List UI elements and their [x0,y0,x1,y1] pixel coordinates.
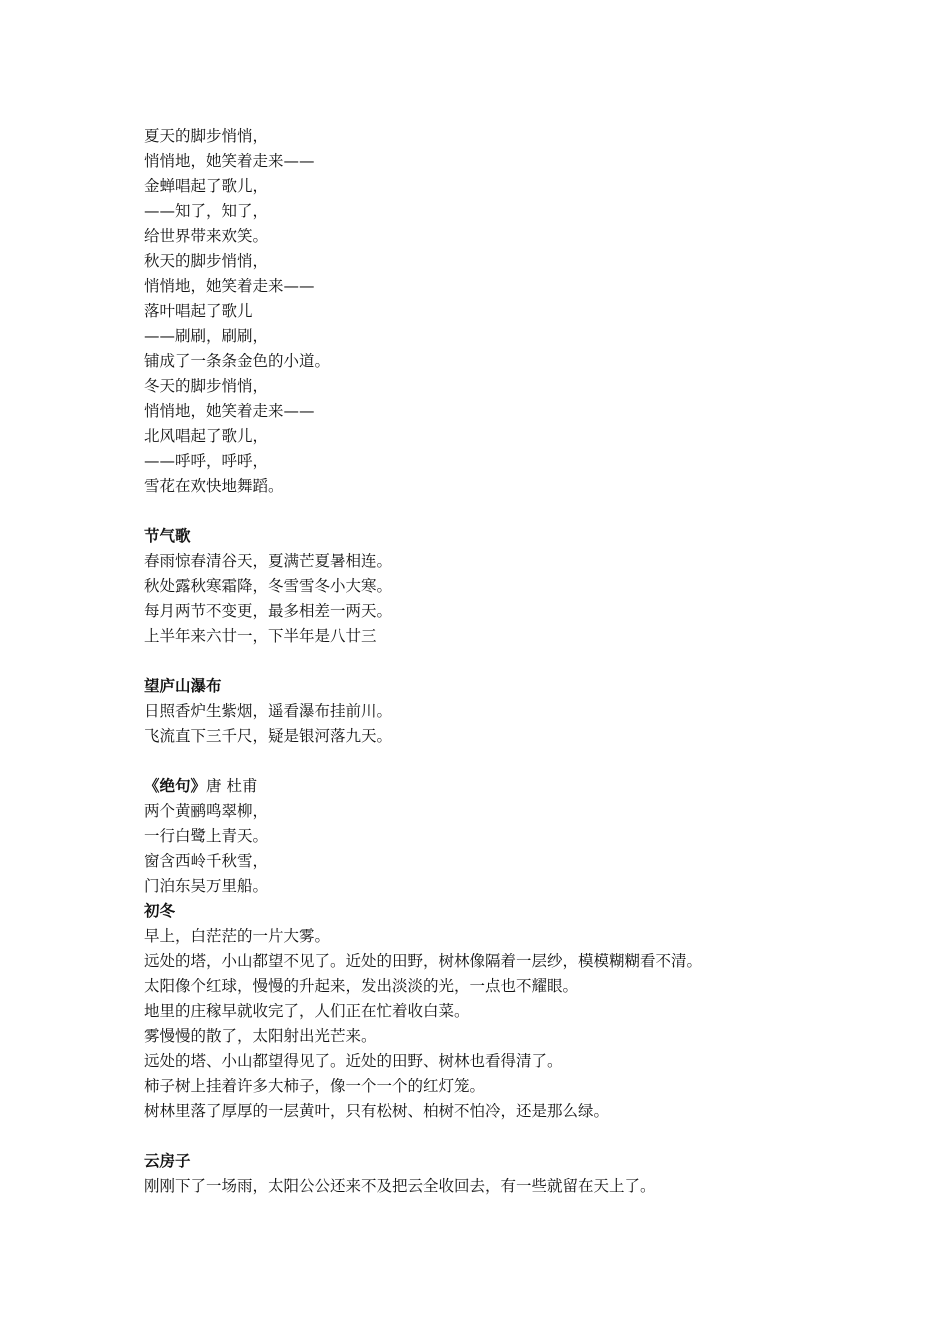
poem-line: 给世界带来欢笑。 [144,227,269,245]
poem-line: ——知了，知了， [144,202,269,220]
document-page [144,124,924,1199]
poem-line: 夏天的脚步悄悄， [144,127,269,145]
poem-author: 唐 杜甫 [206,777,258,795]
section-jueju [144,774,924,899]
spacer [144,749,924,774]
paragraph-line: 远处的塔、小山都望得见了。近处的田野、树林也看得清了。 [144,1052,563,1070]
paragraph-line: 地里的庄稼早就收完了，人们正在忙着收白菜。 [144,1002,470,1020]
poem-line: ——呼呼，呼呼， [144,452,269,470]
poem-line: 上半年来六廿一，下半年是八廿三 [144,627,377,645]
poem-line: 落叶唱起了歌儿 [144,302,253,320]
section-heading [144,774,924,799]
section-title: 初冬 [144,902,176,920]
poem-line: 门泊东吴万里船。 [144,877,269,895]
poem-line: 悄悄地，她笑着走来—— [144,152,315,170]
paragraph-line: 刚刚下了一场雨，太阳公公还来不及把云全收回去，有一些就留在天上了。 [144,1177,656,1195]
spacer [144,1124,924,1149]
section-title: 云房子 [144,1152,191,1170]
paragraph-line: 树林里落了厚厚的一层黄叶，只有松树、柏树不怕冷，还是那么绿。 [144,1102,610,1120]
poem-seasons [144,124,924,499]
paragraph-line: 远处的塔，小山都望不见了。近处的田野，树林像隔着一层纱，模模糊糊看不清。 [144,952,703,970]
paragraph-line: 早上，白茫茫的一片大雾。 [144,927,331,945]
paragraph-line: 雾慢慢的散了，太阳射出光芒来。 [144,1027,377,1045]
poem-line: 悄悄地，她笑着走来—— [144,402,315,420]
spacer [144,649,924,674]
poem-line: 秋处露秋寒霜降，冬雪雪冬小大寒。 [144,577,393,595]
poem-line: 每月两节不变更，最多相差一两天。 [144,602,393,620]
poem-line: 冬天的脚步悄悄， [144,377,269,395]
section-lushan-waterfall [144,674,924,749]
paragraph-line: 柿子树上挂着许多大柿子，像一个一个的红灯笼。 [144,1077,486,1095]
poem-line: 悄悄地，她笑着走来—— [144,277,315,295]
poem-line: 飞流直下三千尺，疑是银河落九天。 [144,727,393,745]
paragraph-line: 太阳像个红球，慢慢的升起来，发出淡淡的光，一点也不耀眼。 [144,977,579,995]
poem-line: 一行白鹭上青天。 [144,827,269,845]
poem-line: 春雨惊春清谷天，夏满芒夏暑相连。 [144,552,393,570]
poem-line: 北风唱起了歌儿， [144,427,269,445]
section-early-winter [144,899,924,1124]
section-title: 节气歌 [144,527,191,545]
poem-line: 两个黄鹂鸣翠柳， [144,802,269,820]
section-cloud-house [144,1149,924,1199]
section-title: 望庐山瀑布 [144,677,222,695]
section-title: 《绝句》 [144,777,207,795]
poem-line: 雪花在欢快地舞蹈。 [144,477,284,495]
poem-line: 日照香炉生紫烟，遥看瀑布挂前川。 [144,702,393,720]
poem-line: ——刷刷，刷刷， [144,327,269,345]
section-jieqi-song [144,524,924,649]
poem-line: 金蝉唱起了歌儿， [144,177,269,195]
poem-line: 铺成了一条条金色的小道。 [144,352,331,370]
poem-line: 秋天的脚步悄悄， [144,252,269,270]
poem-line: 窗含西岭千秋雪， [144,852,269,870]
spacer [144,499,924,524]
